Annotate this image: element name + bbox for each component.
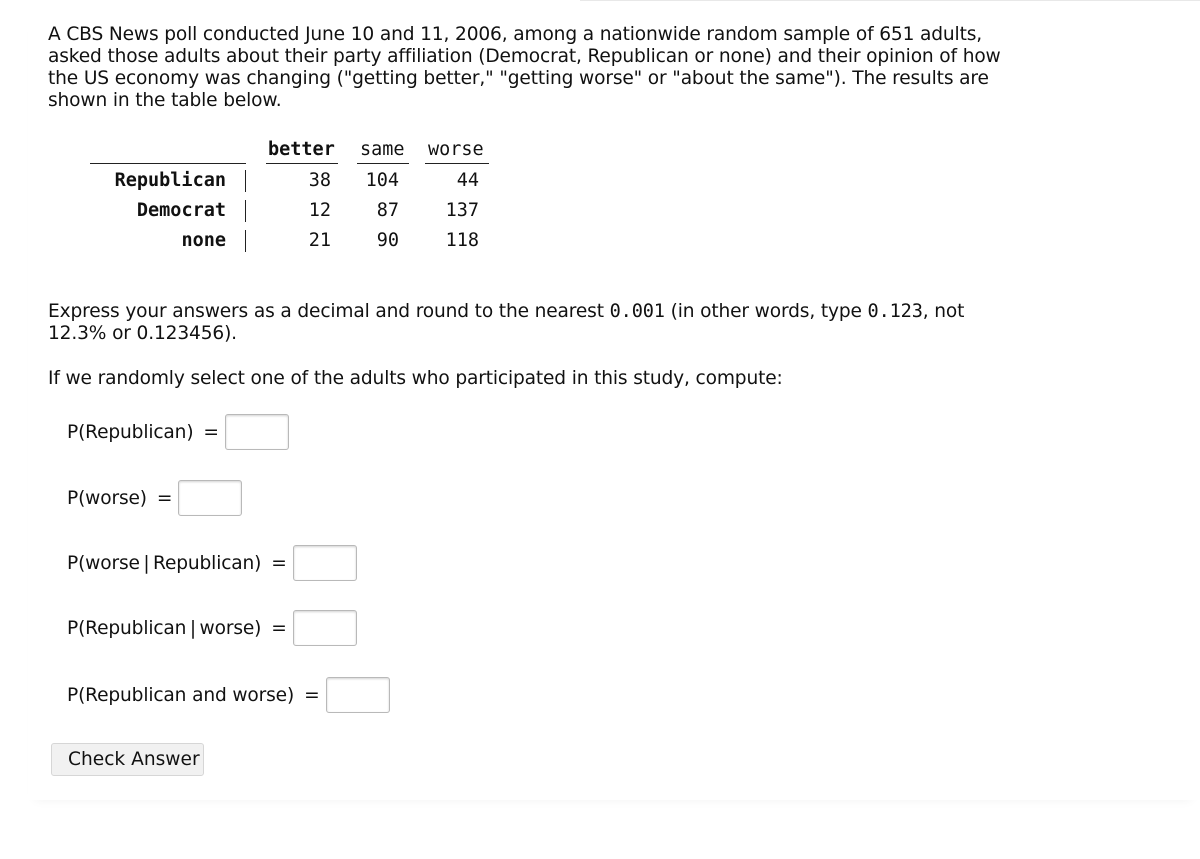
cell-none-worse: 118 — [445, 230, 479, 251]
row-divider — [245, 230, 246, 252]
cell-republican-same: 104 — [365, 170, 399, 191]
rounding-text: , not 12.3% or 0.123456). — [48, 301, 965, 344]
question-label: P(worse | Republican) — [67, 552, 262, 574]
column-header-better: better — [268, 139, 335, 160]
cell-democrat-worse: 137 — [445, 200, 479, 221]
rounding-example: 0.123 — [867, 301, 923, 322]
question-label: P(Republican and worse) — [67, 684, 295, 706]
check-answer-button[interactable]: Check Answer — [51, 743, 204, 776]
rounding-value: 0.001 — [609, 301, 665, 322]
table-header-rule-better — [266, 163, 338, 164]
answer-input-p-worse[interactable] — [178, 480, 242, 516]
question-p-worse — [67, 477, 242, 519]
answer-input-p-republican-given-worse[interactable] — [293, 610, 357, 646]
cell-none-same: 90 — [376, 230, 399, 251]
row-label-democrat: Democrat — [136, 200, 226, 221]
table-header-rule-worse — [425, 163, 489, 164]
problem-intro: A CBS News poll conducted June 10 and 11, 2006, among a nationwide random sample of 651 adults, asked those adults about their party affiliation (Democrat, Republican or none) and their opinion of how the US economy was changing ("getting better," "getting worse" or "about the same"). The results are shown in the table below. — [48, 24, 1001, 111]
row-label-none: none — [181, 230, 226, 251]
question-p-republican — [67, 411, 289, 453]
cell-none-better: 21 — [308, 230, 331, 251]
equals-sign: = — [156, 487, 173, 509]
equals-sign: = — [271, 552, 287, 574]
question-p-republican-and-worse — [67, 674, 390, 716]
row-divider — [245, 200, 246, 222]
row-divider — [245, 170, 246, 192]
question-label: P(worse) — [67, 487, 147, 509]
equals-sign: = — [203, 421, 220, 443]
table-header-rule-left — [90, 163, 246, 164]
rounding-text: (in other words, type — [664, 301, 868, 322]
answer-input-p-worse-given-republican[interactable] — [293, 545, 357, 581]
question-p-republican-given-worse — [67, 607, 357, 649]
answer-input-p-republican[interactable] — [225, 414, 289, 450]
cell-republican-worse: 44 — [456, 170, 479, 191]
answer-input-p-republican-and-worse[interactable] — [326, 677, 390, 713]
cell-democrat-same: 87 — [376, 200, 399, 221]
equals-sign: = — [304, 684, 320, 706]
table-header-rule-same — [357, 163, 409, 164]
cell-republican-better: 38 — [308, 170, 331, 191]
question-p-worse-given-republican — [67, 542, 357, 584]
cell-democrat-better: 12 — [308, 200, 331, 221]
equals-sign: = — [271, 617, 287, 639]
top-divider — [580, 0, 1200, 1]
column-header-same: same — [360, 139, 405, 160]
column-header-worse: worse — [428, 139, 484, 160]
question-label: P(Republican) — [67, 421, 194, 443]
rounding-instructions — [48, 301, 1028, 345]
rounding-text: Express your answers as a decimal and round to the nearest — [48, 301, 610, 322]
question-label: P(Republican | worse) — [67, 617, 262, 639]
compute-prompt: If we randomly select one of the adults who participated in this study, compute: — [48, 368, 783, 389]
row-label-republican: Republican — [114, 170, 226, 191]
